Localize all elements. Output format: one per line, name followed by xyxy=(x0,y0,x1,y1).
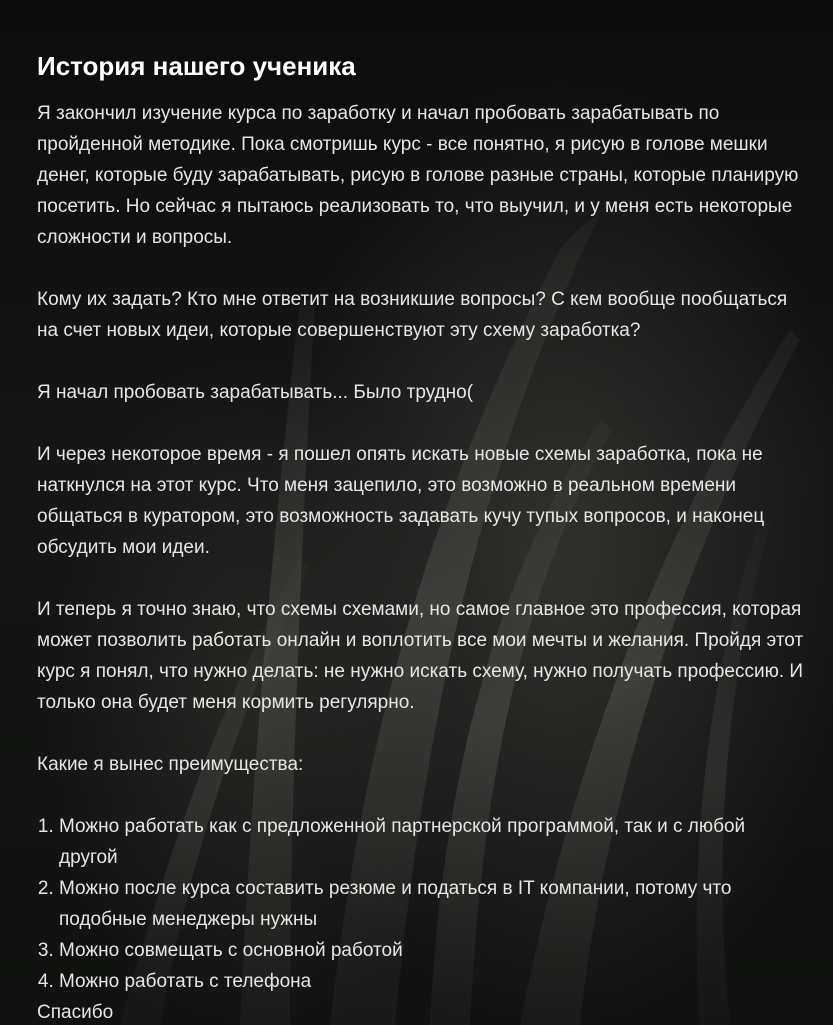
article-title: История нашего ученика xyxy=(37,51,356,81)
benefits-heading: Какие я вынес преимущества: xyxy=(37,754,304,775)
benefits-list xyxy=(37,811,807,997)
article-paragraph: И через некоторое время - я пошел опять искать новые схемы заработка, пока не наткнулся на этот курс. Что меня зацепило, это возможно в реальном времени общаться в куратором, это возможность задавать кучу тупых вопросов, и наконец обсудить мои идеи. xyxy=(37,444,765,558)
article xyxy=(37,48,807,1025)
article-paragraph: Я закончил изучение курса по заработку и начал пробовать зарабатывать по пройденной методике. Пока смотришь курс - все понятно, я рисую в голове мешки денег, которые буду зарабатывать, рисую в голове разные страны, которые планирую посетить. Но сейчас я пытаюсь реализовать то, что выучил, и у меня есть некоторые сложности и вопросы. xyxy=(37,103,799,248)
list-item: 3. Можно совмещать с основной работой xyxy=(59,935,807,966)
article-paragraph: Я начал пробовать зарабатывать... Было трудно( xyxy=(37,382,474,403)
closing-text: Спасибо xyxy=(37,1002,114,1023)
article-paragraph: И теперь я точно знаю, что схемы схемами, но самое главное это профессия, которая может позволить работать онлайн и воплотить все мои мечты и желания. Пройдя этот курс я понял, что нужно делать: не нужно искать схему, нужно получать профессию. И только она будет меня кормить регулярно. xyxy=(37,599,804,713)
list-item: 4. Можно работать с телефона xyxy=(59,966,807,997)
article-paragraph: Кому их задать? Кто мне ответит на возникшие вопросы? С кем вообще пообщаться на счет новых идеи, которые совершенствуют эту схему заработка? xyxy=(37,289,788,341)
list-item: 1. Можно работать как с предложенной партнерской программой, так и с любой другой xyxy=(59,811,807,873)
list-item: 2. Можно после курса составить резюме и податься в IT компании, потому что подобные менеджеры нужны xyxy=(59,873,807,935)
